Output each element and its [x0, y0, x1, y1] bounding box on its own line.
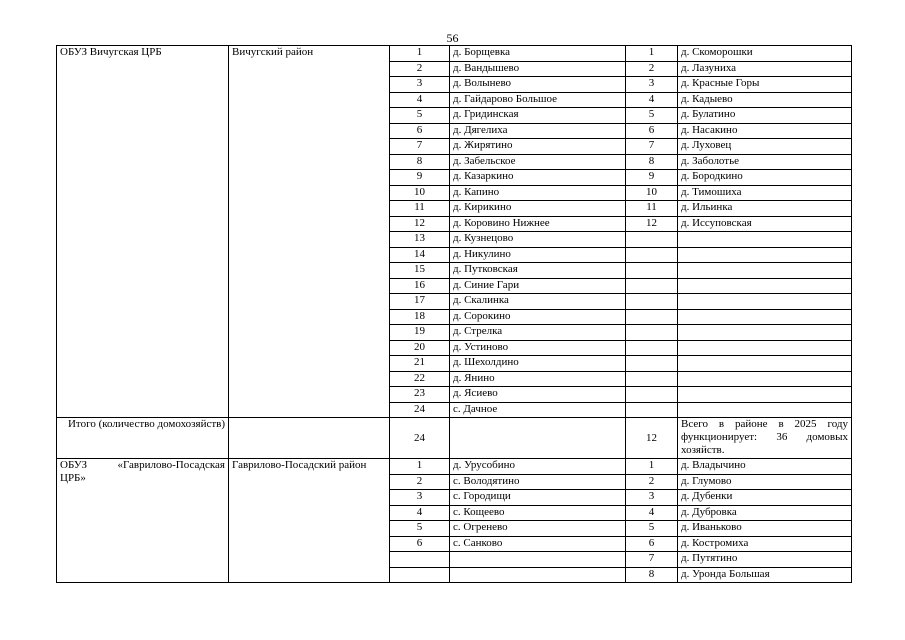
left-item-number: 18: [390, 309, 450, 325]
left-item-number: 9: [390, 170, 450, 186]
right-item-name: [678, 325, 852, 341]
left-item-name: д. Урусобино: [450, 459, 626, 475]
right-item-number: 2: [626, 61, 678, 77]
right-item-number: [626, 263, 678, 279]
right-item-number: 3: [626, 490, 678, 506]
right-item-number: 4: [626, 505, 678, 521]
right-item-name: д. Кадыево: [678, 92, 852, 108]
right-item-number: [626, 294, 678, 310]
left-item-number: 7: [390, 139, 450, 155]
left-item-name: д. Забельское: [450, 154, 626, 170]
right-item-number: 3: [626, 77, 678, 93]
left-item-number: 1: [390, 46, 450, 62]
left-item-number: 19: [390, 325, 450, 341]
left-item-number: 23: [390, 387, 450, 403]
left-item-name: д. Устиново: [450, 340, 626, 356]
itogo-left-total: 24: [390, 418, 450, 459]
itogo-row: [57, 418, 852, 459]
left-item-name: д. Янино: [450, 371, 626, 387]
left-item-number: 8: [390, 154, 450, 170]
org-name-part: ЦРБ»: [60, 472, 86, 484]
left-item-number: 15: [390, 263, 450, 279]
right-item-name: д. Булатино: [678, 108, 852, 124]
right-item-number: 5: [626, 108, 678, 124]
right-item-number: 8: [626, 567, 678, 583]
right-item-number: 6: [626, 123, 678, 139]
left-item-number: 5: [390, 521, 450, 537]
left-item-number: 10: [390, 185, 450, 201]
right-item-name: д. Путятино: [678, 552, 852, 568]
left-item-number: 20: [390, 340, 450, 356]
left-item-name: д. Капино: [450, 185, 626, 201]
right-item-number: [626, 340, 678, 356]
left-item-name: с. Дачное: [450, 402, 626, 418]
right-item-number: 7: [626, 552, 678, 568]
right-item-name: д. Луховец: [678, 139, 852, 155]
left-item-name: с. Огренево: [450, 521, 626, 537]
right-item-number: 5: [626, 521, 678, 537]
left-item-number: 3: [390, 490, 450, 506]
left-item-name: д. Вандышево: [450, 61, 626, 77]
right-item-name: [678, 309, 852, 325]
org-name-part: «Гаврилово-Посадская: [117, 459, 225, 471]
left-item-number: 22: [390, 371, 450, 387]
left-item-number: 3: [390, 77, 450, 93]
left-item-name: д. Скалинка: [450, 294, 626, 310]
itogo-left-empty: [450, 418, 626, 459]
district-name: Вичугский район: [229, 46, 390, 418]
right-item-name: д. Красные Горы: [678, 77, 852, 93]
left-item-name: д. Путковская: [450, 263, 626, 279]
right-item-number: 1: [626, 459, 678, 475]
left-item-number: 17: [390, 294, 450, 310]
right-item-name: д. Дубенки: [678, 490, 852, 506]
right-item-name: [678, 340, 852, 356]
left-item-number: 1: [390, 459, 450, 475]
right-item-number: 12: [626, 216, 678, 232]
left-item-name: д. Гридинская: [450, 108, 626, 124]
left-item-number: 21: [390, 356, 450, 372]
right-item-name: д. Ильинка: [678, 201, 852, 217]
organization-name: [57, 459, 229, 583]
right-item-number: [626, 278, 678, 294]
right-item-number: [626, 309, 678, 325]
left-item-number: 13: [390, 232, 450, 248]
right-item-name: д. Иссуповская: [678, 216, 852, 232]
left-item-name: д. Гайдарово Большое: [450, 92, 626, 108]
left-item-name: с. Кощеево: [450, 505, 626, 521]
left-item-number: 16: [390, 278, 450, 294]
right-item-number: [626, 247, 678, 263]
left-item-number: [390, 567, 450, 583]
right-item-number: 1: [626, 46, 678, 62]
left-item-name: д. Шехолдино: [450, 356, 626, 372]
left-item-name: [450, 552, 626, 568]
right-item-name: [678, 278, 852, 294]
right-item-name: д. Лазуниха: [678, 61, 852, 77]
right-item-name: [678, 247, 852, 263]
right-item-number: 7: [626, 139, 678, 155]
left-item-name: [450, 567, 626, 583]
right-item-name: [678, 371, 852, 387]
right-item-number: 6: [626, 536, 678, 552]
right-item-name: [678, 232, 852, 248]
right-item-name: д. Глумово: [678, 474, 852, 490]
page-number: 56: [446, 31, 459, 45]
right-item-number: 9: [626, 170, 678, 186]
itogo-right-total: 12: [626, 418, 678, 459]
right-item-name: д. Уронда Большая: [678, 567, 852, 583]
left-item-name: д. Борщевка: [450, 46, 626, 62]
right-item-number: [626, 325, 678, 341]
left-item-name: д. Кузнецово: [450, 232, 626, 248]
right-item-number: [626, 371, 678, 387]
right-item-name: [678, 294, 852, 310]
left-item-name: д. Коровино Нижнее: [450, 216, 626, 232]
right-item-name: д. Владычино: [678, 459, 852, 475]
left-item-name: д. Ясиево: [450, 387, 626, 403]
right-item-name: д. Бородкино: [678, 170, 852, 186]
left-item-name: д. Стрелка: [450, 325, 626, 341]
left-item-number: 2: [390, 61, 450, 77]
right-item-name: [678, 356, 852, 372]
right-item-number: 10: [626, 185, 678, 201]
table-row: [57, 46, 852, 62]
right-item-name: [678, 263, 852, 279]
itogo-district-cell: [229, 418, 390, 459]
right-item-name: [678, 402, 852, 418]
left-item-number: 11: [390, 201, 450, 217]
left-item-number: 6: [390, 123, 450, 139]
right-item-name: д. Тимошиха: [678, 185, 852, 201]
right-item-number: 2: [626, 474, 678, 490]
left-item-name: с. Володятино: [450, 474, 626, 490]
right-item-number: 8: [626, 154, 678, 170]
left-item-name: д. Кирикино: [450, 201, 626, 217]
right-item-number: 11: [626, 201, 678, 217]
settlements-table: [56, 45, 852, 583]
right-item-number: 4: [626, 92, 678, 108]
right-item-name: д. Заболотье: [678, 154, 852, 170]
right-item-number: [626, 356, 678, 372]
left-item-number: [390, 552, 450, 568]
itogo-label: Итого (количество домохозяйств): [57, 418, 229, 459]
right-item-name: д. Скоморошки: [678, 46, 852, 62]
itogo-note: Всего в районе в 2025 году функционирует: 36 домовых хозяйств.: [678, 418, 852, 459]
left-item-name: д. Жирятино: [450, 139, 626, 155]
district-name: Гаврилово-Посадский район: [229, 459, 390, 583]
left-item-name: д. Казаркино: [450, 170, 626, 186]
right-item-name: д. Костромиха: [678, 536, 852, 552]
left-item-number: 24: [390, 402, 450, 418]
left-item-name: д. Никулино: [450, 247, 626, 263]
right-item-name: д. Дубровка: [678, 505, 852, 521]
left-item-number: 12: [390, 216, 450, 232]
left-item-number: 2: [390, 474, 450, 490]
left-item-number: 5: [390, 108, 450, 124]
right-item-number: [626, 232, 678, 248]
left-item-number: 6: [390, 536, 450, 552]
left-item-name: с. Городищи: [450, 490, 626, 506]
left-item-number: 4: [390, 92, 450, 108]
organization-name: ОБУЗ Вичугская ЦРБ: [57, 46, 229, 418]
org-name-part: ОБУЗ: [60, 459, 88, 471]
right-item-name: д. Насакино: [678, 123, 852, 139]
left-item-name: д. Синие Гари: [450, 278, 626, 294]
left-item-number: 4: [390, 505, 450, 521]
right-item-name: д. Иваньково: [678, 521, 852, 537]
left-item-name: д. Сорокино: [450, 309, 626, 325]
right-item-number: [626, 402, 678, 418]
right-item-name: [678, 387, 852, 403]
right-item-number: [626, 387, 678, 403]
left-item-name: д. Дягелиха: [450, 123, 626, 139]
left-item-number: 14: [390, 247, 450, 263]
table-row: [57, 459, 852, 475]
left-item-name: с. Санково: [450, 536, 626, 552]
left-item-name: д. Волынево: [450, 77, 626, 93]
